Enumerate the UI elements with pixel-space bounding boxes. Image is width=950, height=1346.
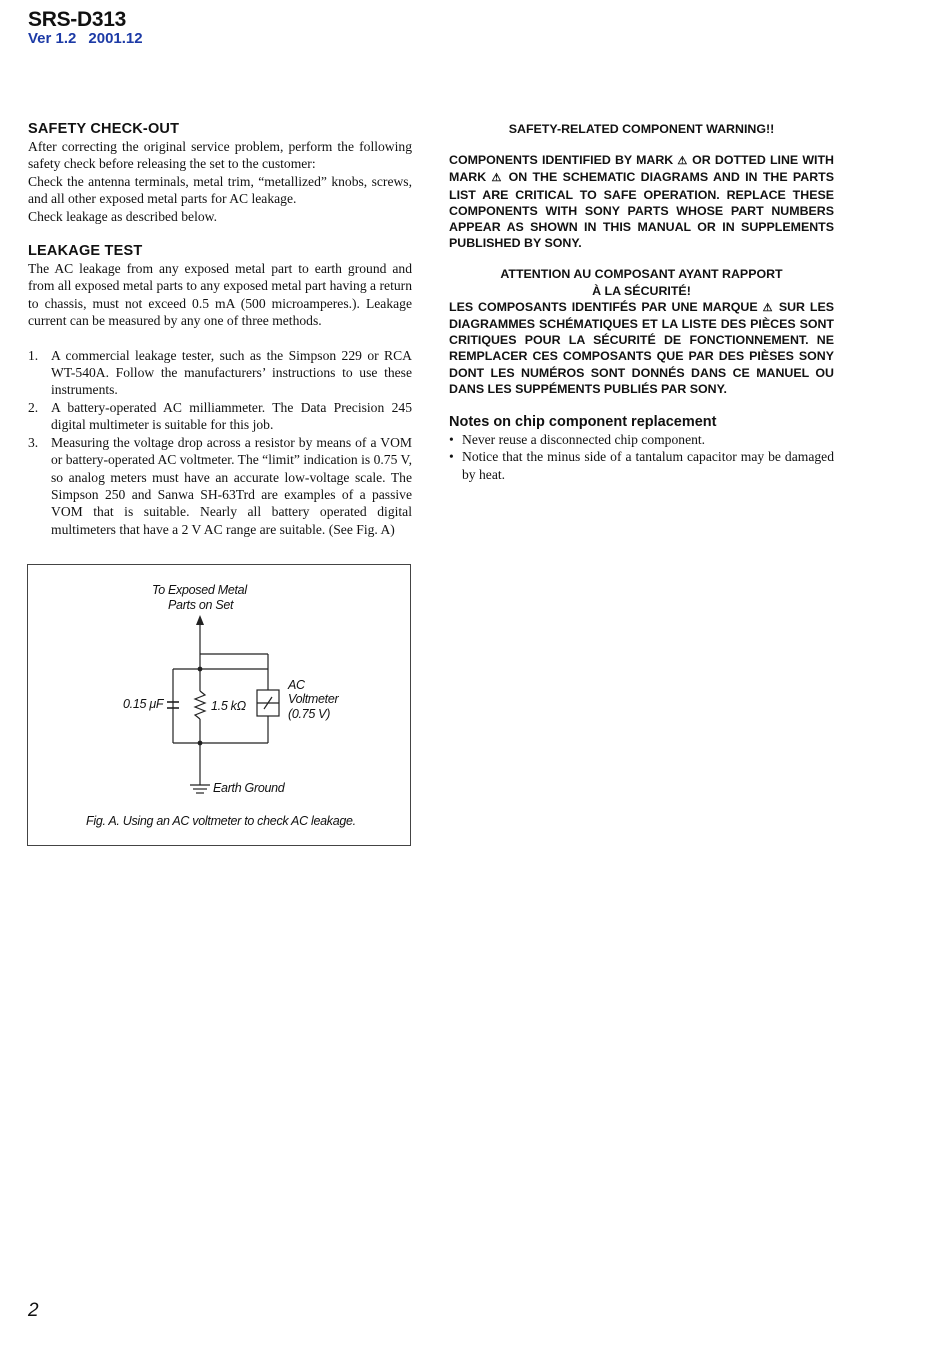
figure-top-label-2: Parts on Set	[168, 598, 234, 612]
meter-label-1: AC	[288, 678, 305, 692]
version-label: Ver 1.2	[28, 30, 77, 47]
leakage-methods-list	[28, 347, 412, 538]
warning-fr-title-1: ATTENTION AU COMPOSANT AYANT RAPPORT	[500, 267, 783, 282]
right-column	[449, 121, 834, 483]
left-column	[28, 121, 412, 538]
list-item: 2. A battery-operated AC milliammeter. The Data Precision 245 digital multimeter is suitable for this job.	[28, 399, 412, 433]
warning-en-title: SAFETY-RELATED COMPONENT WARNING!!	[508, 122, 775, 136]
figure-a	[27, 564, 411, 846]
ground-label: Earth Ground	[213, 781, 285, 795]
capacitor-label: 0.15 μF	[123, 697, 164, 711]
arrow-up-icon	[196, 615, 204, 625]
meter-label-2: Voltmeter	[288, 692, 339, 706]
chip-notes-list	[449, 431, 834, 483]
meter-label-3: (0.75 V)	[288, 707, 331, 721]
list-item: • Never reuse a disconnected chip component.	[449, 431, 834, 448]
figure-top-label-1: To Exposed Metal	[152, 583, 247, 597]
warning-triangle-icon: ⚠	[762, 301, 774, 314]
warning-en-body: COMPONENTS IDENTIFIED BY MARK ⚠ OR DOTTED LINE WITH MARK ⚠ ON THE SCHEMATIC DIAGRAMS AND IN THE PARTS LIST ARE CRITICAL TO SAFE OPERATION. REPLACE THESE COMPONENTS WITH SONY PARTS WHOSE PART NUMBERS APPEAR AS SHOWN IN THIS MANUAL OR IN SUPPLEMENTS PUBLISHED BY SONY.	[449, 153, 835, 251]
resistor-label: 1.5 kΩ	[211, 699, 246, 713]
list-item: 3. Measuring the voltage drop across a resistor by means of a VOM or battery-operated AC voltmeter. The “limit” indication is 0.75 V, so analog meters must have an accurate low-voltage scale. The Simpson 250 and Sanwa SH-63Trd are examples of a passive VOM that is suitable. Nearly all battery operated digital multimeters that have a 2 V AC range are suitable. (See Fig. A)	[28, 434, 412, 537]
page-number: 2	[28, 1300, 39, 1321]
warning-fr-title-2: À LA SÉCURITÉ!	[592, 283, 691, 298]
safety-checkout-title: SAFETY CHECK-OUT	[28, 121, 180, 137]
version-line	[28, 30, 143, 47]
list-item: 1. A commercial leakage tester, such as the Simpson 229 or RCA WT-540A. Follow the manufacturers’ instructions to use these instruments.	[28, 347, 412, 398]
safety-checkout-leakage-note: Check leakage as described below.	[28, 208, 217, 224]
leakage-test-body: The AC leakage from any exposed metal part to earth ground and from all exposed metal parts to any exposed metal part having a return to chassis, must not exceed 0.5 mA (500 microamperes.). Leakage current can be measured by any one of three methods.	[28, 261, 412, 329]
chip-notes-title: Notes on chip component replacement	[449, 414, 717, 431]
safety-checkout-intro: After correcting the original service problem, perform the following safety check before releasing the set to the customer:	[28, 139, 412, 172]
model-title: SRS-D313	[28, 8, 126, 31]
warning-triangle-icon: ⚠	[677, 155, 688, 168]
list-item: • Notice that the minus side of a tantalum capacitor may be damaged by heat.	[449, 448, 834, 483]
version-date: 2001.12	[88, 30, 143, 47]
leakage-test-title: LEAKAGE TEST	[28, 243, 143, 260]
figure-caption: Fig. A. Using an AC voltmeter to check AC leakage.	[86, 814, 356, 828]
warning-fr-body: LES COMPOSANTS IDENTIFÉS PAR UNE MARQUE ⚠ SUR LES DIAGRAMMES SCHÉMATIQUES ET LA LISTE DES PIÈCES SONT CRITIQUES POUR LA SÉCURITÉ DE FONCTIONNEMENT. NE REMPLACER CES COMPOSANTS QUE PAR DES PIÈSES SONY DONT LES NUMÉROS SONT DONNÉS DANS CE MANUEL OU DANS LES SUPPÉMENTS PUBLIÉS PAR SONY.	[449, 299, 834, 396]
safety-checkout-check: Check the antenna terminals, metal trim, “metallized” knobs, screws, and all other exposed metal parts for AC leakage.	[28, 173, 412, 207]
warning-triangle-icon: ⚠	[491, 172, 504, 185]
